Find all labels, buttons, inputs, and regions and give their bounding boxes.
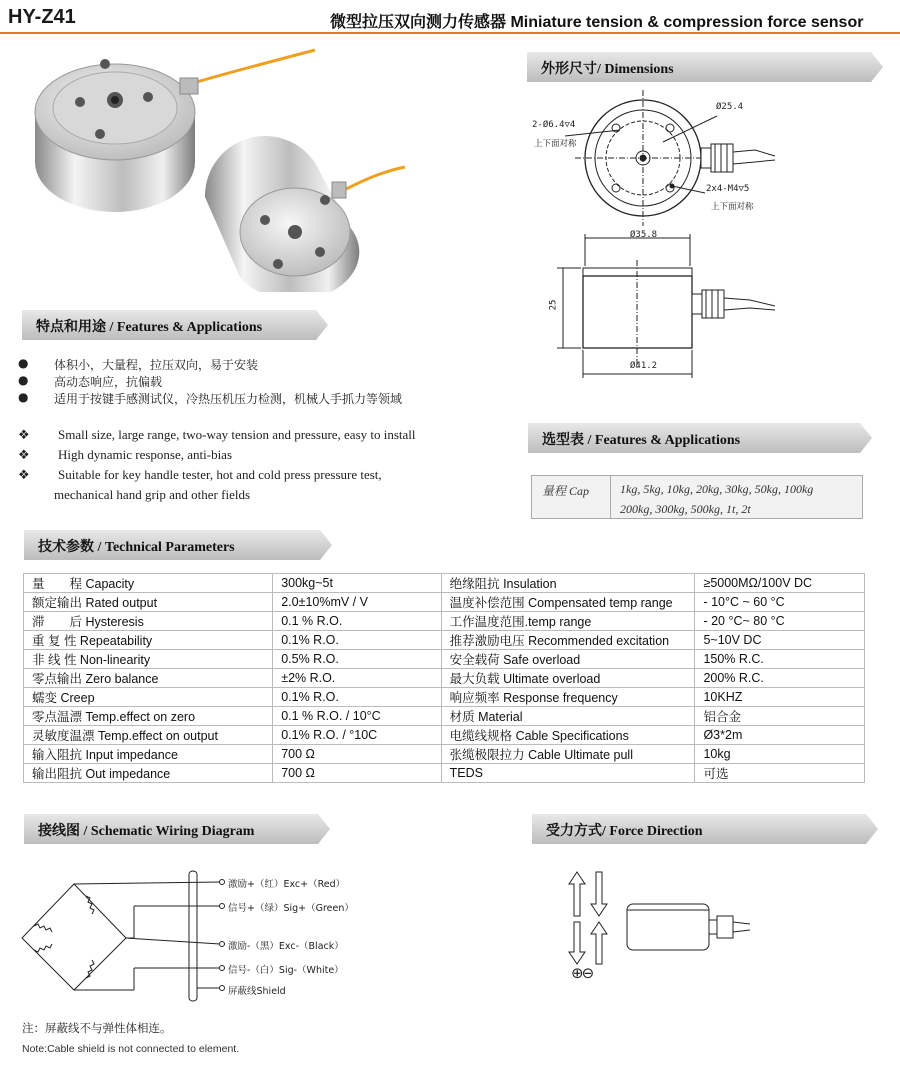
section-title: 特点和用途 / Features & Applications	[36, 320, 263, 335]
feature-en-3-cont: mechanical hand grip and other fields	[54, 487, 251, 502]
wiring-diagram	[14, 866, 234, 1006]
param-name-cell: 推荐激励电压 Recommended excitation	[441, 631, 695, 650]
title-en: Miniature tension & compression force sensor	[510, 14, 864, 31]
param-name-cell: 零点输出 Zero balance	[24, 669, 273, 688]
wire-exc-minus: 激励-（黑）Exc-（Black）	[228, 941, 344, 952]
feature-en-3: Suitable for key handle tester, hot and cold press pressure test,	[58, 467, 382, 482]
param-value-cell: - 20 °C~ 80 °C	[695, 612, 865, 631]
param-value-cell: 200% R.C.	[695, 669, 865, 688]
param-value-cell: 0.1 % R.O.	[273, 612, 441, 631]
param-value-cell: 0.1% R.O. / °10C	[273, 726, 441, 745]
plus-minus-icon: ⊕⊖	[571, 964, 593, 982]
bullet-icon: ●	[18, 373, 29, 387]
param-value-cell: 铝合金	[695, 707, 865, 726]
param-name-cell: 滞 后 Hysteresis	[24, 612, 273, 631]
param-value-cell: 700 Ω	[273, 745, 441, 764]
table-row	[24, 764, 865, 783]
table-row	[24, 631, 865, 650]
param-value-cell: 5~10V DC	[695, 631, 865, 650]
param-name-cell: 额定输出 Rated output	[24, 593, 273, 612]
param-value-cell: 0.1 % R.O. / 10°C	[273, 707, 441, 726]
param-value-cell: ≥5000MΩ/100V DC	[695, 574, 865, 593]
wire-sig-minus: 信号-（白）Sig-（White）	[228, 965, 344, 976]
dim-d358: Ø35.8	[630, 230, 658, 240]
param-name-cell: 张缆极限拉力 Cable Ultimate pull	[441, 745, 695, 764]
arrow-up-icon	[569, 872, 585, 916]
dim-holes1-note: 上下面对称	[534, 139, 577, 149]
section-title: 选型表 / Features & Applications	[542, 433, 741, 448]
param-value-cell: ±2% R.O.	[273, 669, 441, 688]
param-value-cell: 700 Ω	[273, 764, 441, 783]
arrow-down-icon	[591, 872, 607, 916]
dim-d412: Ø41.2	[630, 361, 658, 371]
table-row	[24, 707, 865, 726]
param-value-cell: Ø3*2m	[695, 726, 865, 745]
feature-en-2: High dynamic response, anti-bias	[58, 447, 233, 462]
section-banner-technical	[24, 530, 332, 560]
section-title: 接线图 / Schematic Wiring Diagram	[38, 824, 255, 839]
capacity-label: 量程 Cap	[542, 484, 590, 498]
section-banner-force	[532, 814, 878, 844]
table-row	[24, 612, 865, 631]
wire-exc-plus: 激励+（红）Exc+（Red）	[228, 879, 346, 890]
model-number: HY-Z41	[8, 6, 76, 28]
param-name-cell: 响应频率 Response frequency	[441, 688, 695, 707]
param-name-cell: 输入阻抗 Input impedance	[24, 745, 273, 764]
section-banner-selection	[528, 423, 872, 453]
param-value-cell: 2.0±10%mV / V	[273, 593, 441, 612]
param-name-cell: 量 程 Capacity	[24, 574, 273, 593]
capacity-label-cell	[532, 476, 611, 518]
param-name-cell: 非 线 性 Non-linearity	[24, 650, 273, 669]
capacity-values-1: 1kg, 5kg, 10kg, 20kg, 30kg, 50kg, 100kg	[620, 482, 814, 496]
param-value-cell: - 10°C ~ 60 °C	[695, 593, 865, 612]
wire-shield: 屏蔽线Shield	[228, 986, 286, 997]
param-name-cell: 绝缘阻抗 Insulation	[441, 574, 695, 593]
arrow-up-icon	[591, 922, 607, 964]
force-direction-diagram	[565, 868, 755, 968]
param-name-cell: 电缆线规格 Cable Specifications	[441, 726, 695, 745]
param-name-cell: 灵敏度温漂 Temp.effect on output	[24, 726, 273, 745]
param-name-cell: 零点温漂 Temp.effect on zero	[24, 707, 273, 726]
section-banner-features	[22, 310, 328, 340]
dim-holes2: 2x4-M4▽5	[706, 184, 750, 194]
param-value-cell: 10KHZ	[695, 688, 865, 707]
table-row	[24, 669, 865, 688]
dim-d25: Ø25.4	[716, 102, 744, 112]
param-name-cell: 安全载荷 Safe overload	[441, 650, 695, 669]
dim-holes2-note: 上下面对称	[711, 202, 754, 212]
bullet-icon: ●	[18, 356, 29, 370]
arrow-down-icon	[569, 922, 585, 964]
section-title: 外形尺寸/ Dimensions	[541, 62, 674, 77]
section-banner-wiring	[24, 814, 330, 844]
feature-cn-3: 适用于按键手感测试仪，冷热压机压力检测，机械人手抓力等领域	[54, 392, 403, 406]
capacity-table	[531, 475, 863, 519]
capacity-values-2: 200kg, 300kg, 500kg, 1t, 2t	[620, 502, 751, 516]
param-value-cell: 0.1% R.O.	[273, 631, 441, 650]
diamond-bullet-icon: ❖	[18, 447, 30, 462]
table-row	[24, 726, 865, 745]
table-row	[24, 574, 865, 593]
page-title	[330, 9, 863, 32]
note-cn: 注：屏蔽线不与弹性体相连。	[22, 1021, 172, 1035]
param-name-cell: 输出阻抗 Out impedance	[24, 764, 273, 783]
diamond-bullet-icon: ❖	[18, 427, 30, 442]
technical-parameters-table	[23, 573, 865, 783]
diamond-bullet-icon: ❖	[18, 467, 30, 482]
feature-cn-2: 高动态响应，抗偏载	[54, 375, 163, 389]
table-row	[24, 688, 865, 707]
table-row	[24, 593, 865, 612]
param-value-cell: 可选	[695, 764, 865, 783]
header-rule	[0, 32, 900, 34]
table-row	[24, 745, 865, 764]
param-name-cell: 蠕变 Creep	[24, 688, 273, 707]
product-photo	[20, 42, 420, 292]
dim-holes1: 2-Ø6.4▽4	[532, 120, 576, 130]
bullet-icon: ●	[18, 390, 29, 404]
feature-en-1: Small size, large range, two-way tension and pressure, easy to install	[58, 427, 416, 442]
section-banner-dimensions	[527, 52, 883, 82]
param-value-cell: 150% R.C.	[695, 650, 865, 669]
param-value-cell: 300kg~5t	[273, 574, 441, 593]
note-en: Note:Cable shield is not connected to element.	[22, 1043, 240, 1055]
param-name-cell: 材质 Material	[441, 707, 695, 726]
param-value-cell: 0.1% R.O.	[273, 688, 441, 707]
param-name-cell: 最大负载 Ultimate overload	[441, 669, 695, 688]
section-title: 受力方式/ Force Direction	[546, 824, 703, 839]
param-name-cell: 工作温度范围.temp range	[441, 612, 695, 631]
param-name-cell: TEDS	[441, 764, 695, 783]
feature-cn-1: 体积小，大量程，拉压双向，易于安装	[54, 358, 259, 372]
section-title: 技术参数 / Technical Parameters	[38, 540, 235, 555]
param-value-cell: 10kg	[695, 745, 865, 764]
dim-h25: 25	[548, 299, 559, 311]
param-name-cell: 温度补偿范围 Compensated temp range	[441, 593, 695, 612]
param-value-cell: 0.5% R.O.	[273, 650, 441, 669]
wire-sig-plus: 信号+（绿）Sig+（Green）	[228, 903, 354, 914]
table-row	[24, 650, 865, 669]
title-cn: 微型拉压双向测力传感器	[330, 14, 507, 31]
param-name-cell: 重 复 性 Repeatability	[24, 631, 273, 650]
